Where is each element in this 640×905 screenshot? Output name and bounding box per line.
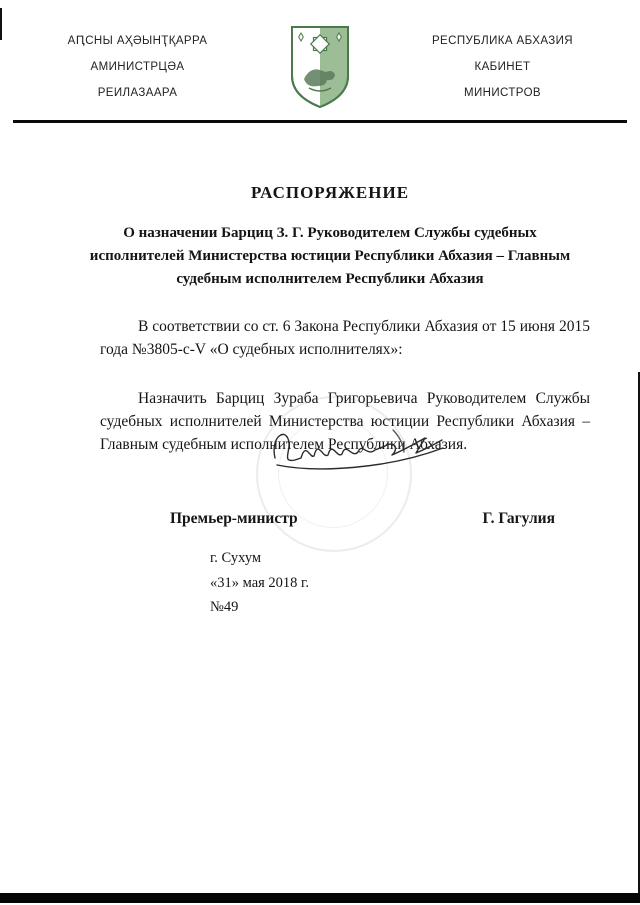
- org-name-russian: [395, 24, 610, 106]
- document-title: РАСПОРЯЖЕНИЕ: [250, 183, 410, 202]
- org-russian-line1: РЕСПУБЛИКА АБХАЗИЯ: [431, 35, 574, 47]
- org-russian-line2: КАБИНЕТ: [474, 61, 531, 73]
- org-name-abkhaz: [30, 24, 245, 106]
- signature-row: [170, 504, 555, 534]
- document-subject: О назначении Барциц З. Г. Руководителем Службы судебных исполнителей Министерства юстиции Республики Абхазия – Главным судебным исполнителем Республики Абхазия: [89, 225, 571, 287]
- meta-number: №49: [210, 599, 239, 615]
- org-russian-line3: МИНИСТРОВ: [464, 87, 541, 99]
- paragraph-appointment: Назначить Барциц Зураба Григорьевича Руководителем Службы судебных исполнителей Министерства юстиции Республики Абхазия – Главным судебным исполнителем Республики Абхазия.: [100, 390, 590, 453]
- signatory-role: Премьер-министр: [170, 510, 298, 527]
- meta-city: г. Сухум: [210, 550, 262, 566]
- org-abkhaz-line1: АԤСНЫ АҲӘЫНҬҚАРРА: [67, 35, 208, 47]
- handwritten-signature: [265, 418, 455, 480]
- paragraph-legal-basis: В соответствии со ст. 6 Закона Республики Абхазия от 15 июня 2015 года №3805-с-V «О судебных исполнителях»:: [100, 318, 590, 358]
- emblem-container: [285, 24, 355, 110]
- letterhead-divider: [13, 120, 627, 123]
- abkhazia-coat-of-arms-icon: [289, 24, 351, 110]
- org-abkhaz-line2: АМИНИСТРЦӘА: [90, 61, 185, 73]
- letterhead: [0, 0, 640, 110]
- scan-artifact-bottom-bar: [0, 893, 640, 903]
- scan-artifact-top-left: [0, 8, 2, 40]
- document-meta: [210, 546, 590, 620]
- meta-date: «31» мая 2018 г.: [210, 574, 309, 591]
- org-abkhaz-line3: РЕИЛАЗААРА: [97, 87, 178, 99]
- document-body: [70, 183, 590, 620]
- signatory-name: Г. Гагулия: [482, 510, 555, 527]
